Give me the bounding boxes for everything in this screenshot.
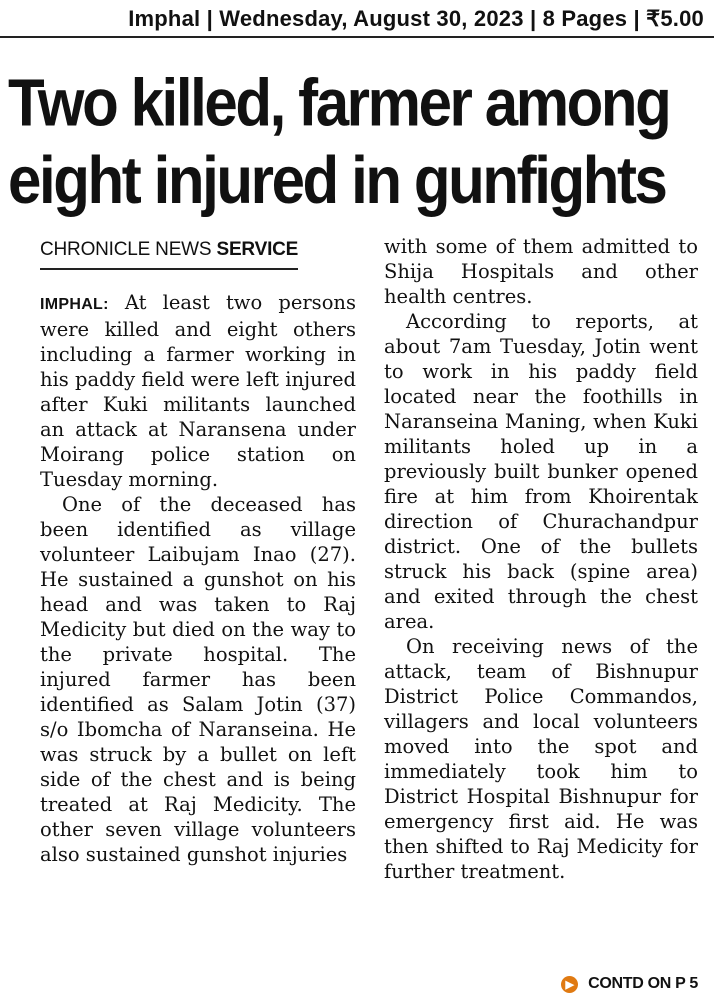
byline-prefix: CHRONICLE NEWS <box>40 239 212 260</box>
paragraph-2: One of the deceased has been identified as village volunteer Laibujam Inao (27). He sustained a gunshot on his head and was taken to Raj Medicity but died on the way to the private hospital. The injured farmer has been identified as Salam Jotin (37) s/o Ibomcha of Naranseina. He was struck by a bullet on left side of the chest and is being treated at Raj Medicity. The other seven village volunteers also sustained gunshot injuries <box>40 493 356 866</box>
headline-line-2: eight injured in gunfights <box>8 142 666 218</box>
paragraph-3: with some of them admitted to Shija Hospitals and other health centres. <box>384 235 698 308</box>
arrow-right-icon: ▶ <box>561 976 578 993</box>
continued-link[interactable] <box>561 975 698 993</box>
paragraph-1-text: At least two persons were killed and eight others including a farmer working in his paddy field were left injured after Kuki militants launched an attack at Naransena under Moirang police station on Tuesday morning. <box>40 291 356 491</box>
continued-label: CONTD ON P 5 <box>588 975 698 992</box>
article-column-left <box>40 236 356 965</box>
headline-line-1: Two killed, farmer among <box>8 65 670 141</box>
paragraph-5: On receiving news of the attack, team of Bishnupur District Police Commandos, villagers and local volunteers moved into the spot and immediately took him to District Hospital Bishnupur for emergency first aid. He was then shifted to Raj Medicity for further treatment. <box>384 635 698 883</box>
headline <box>8 64 714 219</box>
byline <box>40 237 298 270</box>
paragraph-4: According to reports, at about 7am Tuesday, Jotin went to work in his paddy field located near the foothills in Naranseina Maning, when Kuki militants holed up in a previously built bunker opened fire at him from Khoirentak direction of Churachandpur district. One of the bullets struck his back (spine area) and exited through the chest area. <box>384 310 698 633</box>
byline-suffix: SERVICE <box>216 239 299 260</box>
dateline: Imphal | Wednesday, August 30, 2023 | 8 Pages | ₹5.00 <box>0 0 714 38</box>
paragraph-1 <box>40 290 356 492</box>
dateline-place: IMPHAL: <box>40 296 109 313</box>
article-column-right <box>384 236 698 965</box>
